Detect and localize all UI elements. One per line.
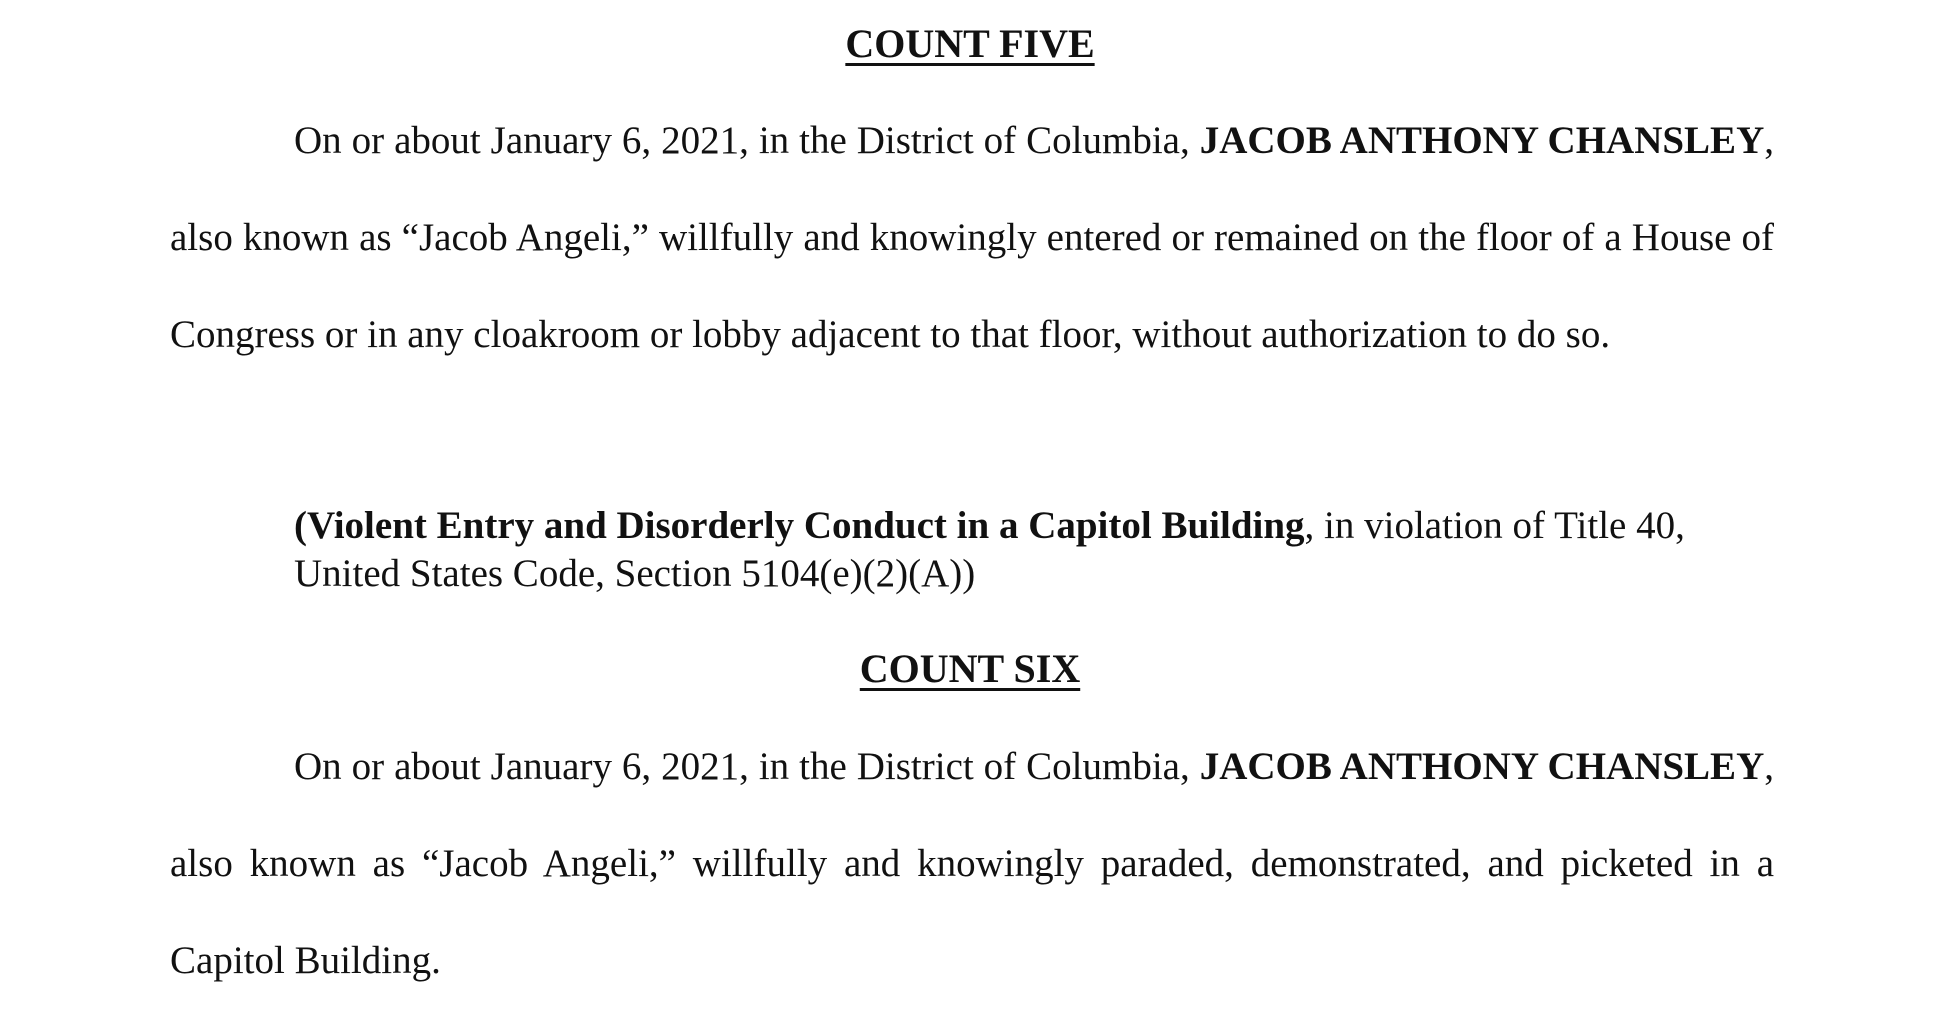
count-six-intro: On or about January 6, 2021, in the District of Columbia, [294,745,1200,788]
count-five-heading [0,20,1940,68]
citation-open-paren: ( [294,504,307,547]
count-six-paragraph [170,718,1774,1009]
count-five-paragraph [170,92,1774,383]
count-six-body: , also known as “Jacob Angeli,” willfully and knowingly paraded, demonstrated, and picketed in a Capitol Building. [170,745,1774,982]
count-five-intro: On or about January 6, 2021, in the District of Columbia, [294,119,1200,162]
count-five-heading-text: COUNT FIVE [845,21,1095,66]
count-six-heading-text: COUNT SIX [859,646,1081,691]
count-six-defendant-name: JACOB ANTHONY CHANSLEY [1199,745,1765,788]
count-five-body: , also known as “Jacob Angeli,” willfully and knowingly entered or remained on the floor of a House of Congress or in any cloakroom or lobby adjacent to that floor, without authorization to do so. [170,119,1774,356]
citation-text: , in violation of Title 40, United States Code, Section 5104(e)(2)(A)) [294,504,1685,595]
count-five-citation [294,502,1794,598]
citation-title: Violent Entry and Disorderly Conduct in a Capitol Building [307,504,1305,547]
count-six-heading [0,645,1940,693]
count-five-defendant-name: JACOB ANTHONY CHANSLEY [1199,119,1765,162]
